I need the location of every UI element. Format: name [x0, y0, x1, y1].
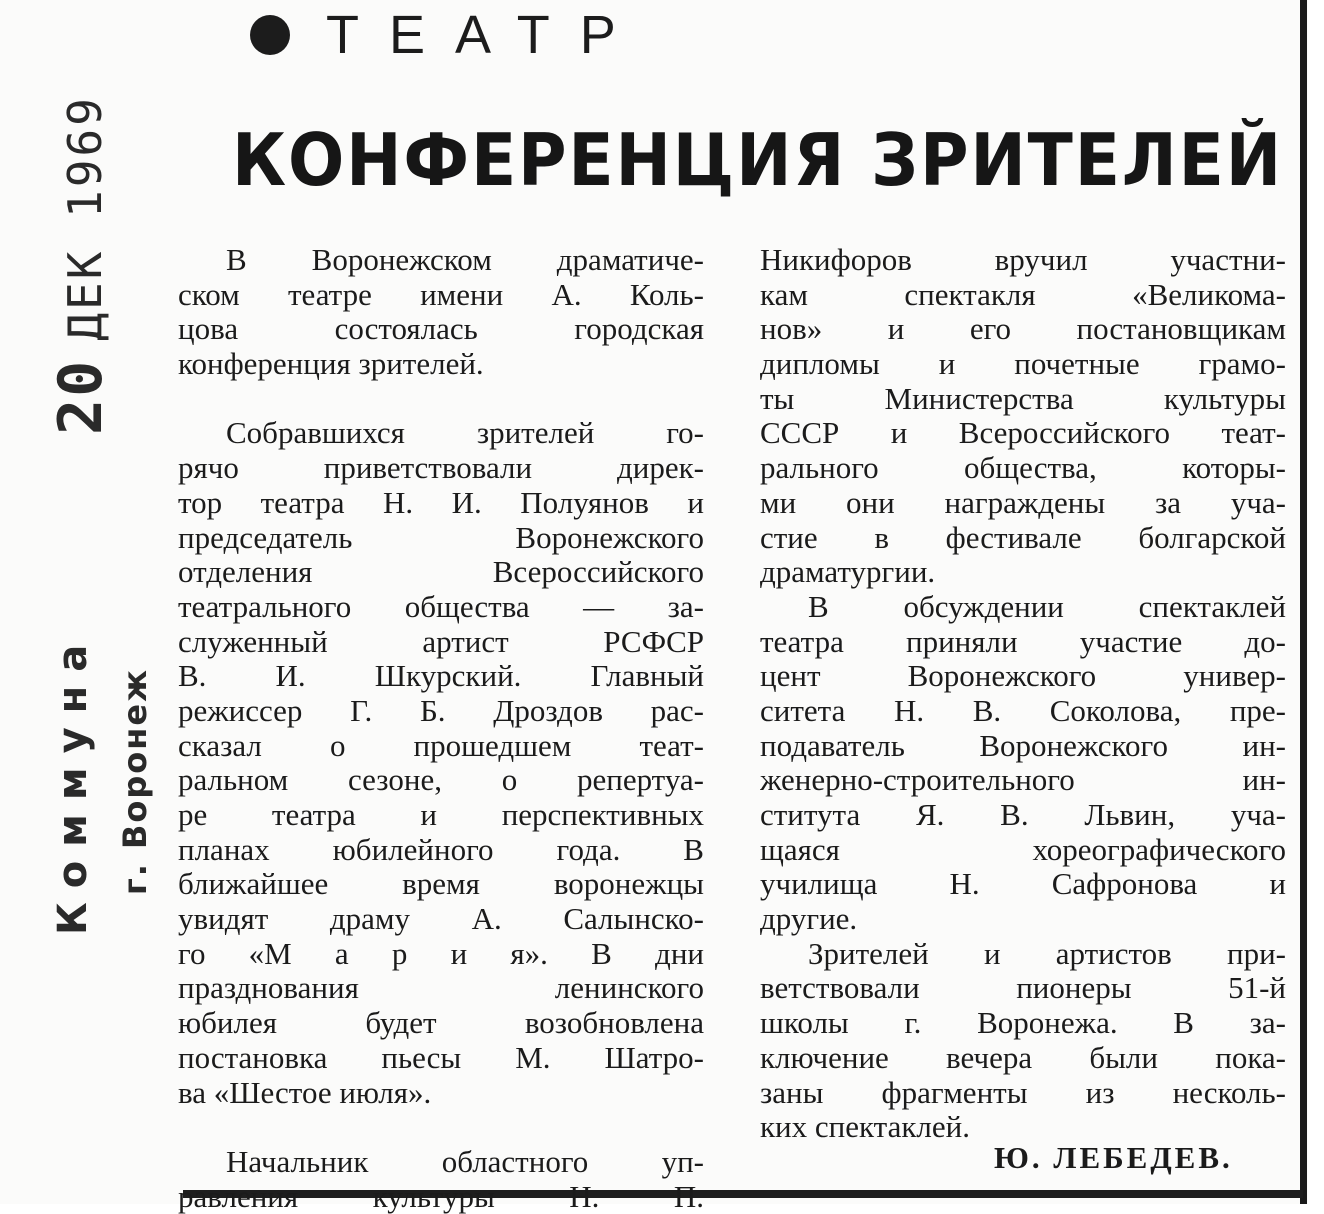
rubric	[250, 4, 646, 66]
text-line	[178, 1110, 704, 1145]
text-line: рального общества, которы-	[760, 451, 1286, 486]
text-line: подаватель Воронежского ин-	[760, 728, 1286, 763]
text-line: сказал о прошедшем теат-	[178, 728, 704, 763]
date-stamp	[46, 95, 116, 435]
text-line: Никифоров вручил участни-	[760, 243, 1286, 277]
text-line: училища Н. Сафронова и	[760, 867, 1286, 902]
newspaper-name-stamp: Коммуна	[50, 630, 96, 935]
text-line: планах юбилейного года. В	[178, 832, 704, 867]
text-line: ключение вечера были пока-	[760, 1040, 1286, 1075]
text-line: женерно-строительного ин-	[760, 763, 1286, 798]
text-line: служенный артист РСФСР	[178, 624, 704, 659]
city-stamp: г. Воронеж	[116, 668, 154, 895]
text-line: театрального общества — за-	[178, 589, 704, 624]
headline: КОНФЕРЕНЦИЯ ЗРИТЕЛЕЙ	[232, 118, 1284, 202]
text-line: ва «Шестое июля».	[178, 1075, 432, 1110]
date-stamp-day: 20	[46, 358, 116, 435]
text-line: театра приняли участие до-	[760, 624, 1286, 659]
text-line: драматургии.	[760, 555, 936, 590]
text-line: отделения Всероссийского	[178, 555, 704, 590]
text-line	[178, 382, 704, 417]
text-line: цент Воронежского универ-	[760, 659, 1286, 694]
text-line: кам спектакля «Великома-	[760, 277, 1286, 312]
scan-right-border	[1300, 0, 1307, 1204]
text-line: ми они награждены за уча-	[760, 485, 1286, 520]
text-line: увидят драму А. Салынско-	[178, 902, 704, 937]
text-line: конференция зрителей.	[178, 347, 484, 382]
author-signature: Ю. ЛЕБЕДЕВ.	[994, 1140, 1233, 1175]
text-line: В. И. Шкурский. Главный	[178, 659, 704, 694]
text-line: школы г. Воронежа. В за-	[760, 1006, 1286, 1041]
text-line: стие в фестивале болгарской	[760, 520, 1286, 555]
text-line: тор театра Н. И. Полуянов и	[178, 485, 704, 520]
text-line: ском театре имени А. Коль-	[178, 277, 704, 312]
text-line: празднования ленинского	[178, 971, 704, 1006]
text-line: Зрителей и артистов при-	[808, 936, 1286, 971]
article-column-left	[178, 243, 704, 1214]
text-line: нов» и его постановщикам	[760, 312, 1286, 347]
bullet-icon	[250, 15, 290, 55]
text-line: рячо приветствовали дирек-	[178, 451, 704, 486]
text-line: ральном сезоне, о репертуа-	[178, 763, 704, 798]
article-column-right	[760, 243, 1286, 1145]
text-line: Собравшихся зрителей го-	[226, 416, 704, 451]
text-line: дипломы и почетные грамо-	[760, 347, 1286, 382]
text-line: равления культуры Н. П.	[178, 1179, 704, 1214]
text-line: ближайшее время воронежцы	[178, 867, 704, 902]
text-line: ре театра и перспективных	[178, 798, 704, 832]
text-line: ких спектаклей.	[760, 1110, 970, 1145]
text-line: председатель Воронежского	[178, 520, 704, 555]
text-line: В Воронежском драматиче-	[226, 243, 704, 277]
text-line: другие.	[760, 902, 858, 937]
text-line: ты Министерства культуры	[760, 381, 1286, 416]
text-line: цова состоялась городская	[178, 312, 704, 347]
text-line: щаяся хореографического	[760, 832, 1286, 867]
text-line: ветствовали пионеры 51-й	[760, 971, 1286, 1006]
text-line: режиссер Г. Б. Дроздов рас-	[178, 693, 704, 728]
text-line: ситета Н. В. Соколова, пре-	[760, 693, 1286, 728]
rubric-label: ТЕАТР	[326, 5, 646, 65]
text-line: юбилея будет возобновлена	[178, 1006, 704, 1041]
text-line: Начальник областного уп-	[226, 1144, 704, 1179]
date-stamp-month-year: ДЕК 1969	[58, 95, 112, 341]
text-line: заны фрагменты из несколь-	[760, 1075, 1286, 1110]
text-line: го «М а р и я». В дни	[178, 936, 704, 971]
text-line: СССР и Всероссийского теат-	[760, 416, 1286, 451]
text-line: ститута Я. В. Львин, уча-	[760, 798, 1286, 832]
text-line: постановка пьесы М. Шатро-	[178, 1040, 704, 1075]
text-line: В обсуждении спектаклей	[808, 589, 1286, 624]
